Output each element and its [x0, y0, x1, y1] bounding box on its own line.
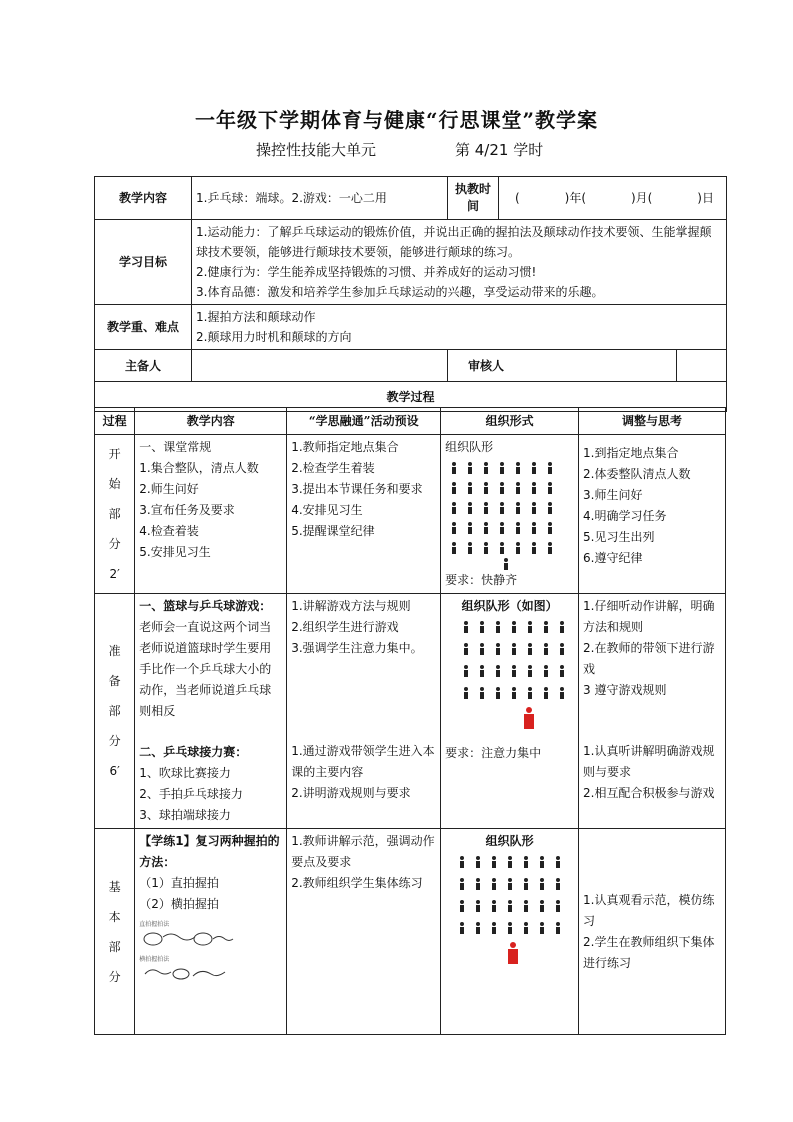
prep-activity: [287, 594, 441, 829]
content-heading: 二、乒乓球接力赛：: [139, 745, 248, 759]
org-title: 组织队形: [445, 440, 494, 454]
label-char: 分: [108, 969, 121, 984]
activity-line: 3.强调学生注意力集中。: [291, 641, 423, 655]
content-line: 一、课堂常规: [139, 440, 212, 454]
content-paragraph: 老师会一直说这两个词当老师说道篮球时学生要用手比作一个乒乓球大小的动作，当老师说道乒乓球则相反: [139, 620, 272, 718]
student-figure: [491, 856, 497, 868]
spacer: [583, 701, 721, 741]
teacher-figure: [503, 558, 509, 570]
student-figure: [539, 878, 545, 890]
grip-label: 横拍握拍法: [139, 956, 170, 963]
label-char: 部: [108, 704, 121, 718]
content-label: 教学内容: [95, 177, 192, 220]
content-line: （1）直拍握拍: [139, 876, 219, 890]
date-day: )日: [697, 191, 714, 205]
student-figure: [479, 621, 485, 633]
student-figure: [527, 621, 533, 633]
date-year: )年(: [564, 191, 587, 205]
label-char: 部: [108, 939, 121, 954]
start-activity: [287, 435, 441, 594]
student-figure: [559, 665, 565, 677]
student-figure: [451, 522, 457, 534]
basic-content: [135, 829, 287, 1035]
student-figure: [543, 643, 549, 655]
col-adjustment: 调整与思考: [579, 408, 726, 435]
process-table: [94, 407, 726, 1035]
student-figure: [483, 502, 489, 514]
student-figure: [543, 621, 549, 633]
student-figure: [491, 900, 497, 912]
student-figure: [491, 878, 497, 890]
goals-label: 学习目标: [95, 220, 192, 305]
adjust-line: 1.认真听讲解明确游戏规则与要求: [583, 744, 715, 779]
student-figure: [463, 643, 469, 655]
col-activity: “学思融通”活动预设: [287, 408, 441, 435]
label-char: 部: [108, 507, 121, 521]
start-content: [135, 435, 287, 594]
label-char: 基: [108, 879, 121, 894]
student-formation-basic: [459, 856, 574, 934]
period-number: 第 4/21 学时: [455, 141, 544, 159]
student-figure: [467, 462, 473, 474]
student-figure: [459, 856, 465, 868]
student-figure: [527, 643, 533, 655]
start-organization: [441, 435, 579, 594]
unit-name: 操控性技能大单元: [256, 141, 377, 159]
basic-activity: [287, 829, 441, 1035]
label-char: 6′: [109, 764, 120, 778]
student-figure: [499, 462, 505, 474]
adjust-line: 4.明确学习任务: [583, 509, 667, 523]
grip-drawing-2: [139, 964, 239, 984]
reviewer-label: 审核人: [448, 350, 677, 382]
key-point: 1.握拍方法和颠球动作: [196, 310, 316, 324]
exec-time-label: 执教时间: [448, 177, 499, 220]
adjust-line: 2.相互配合积极参与游戏: [583, 786, 715, 800]
student-figure: [459, 922, 465, 934]
student-figure: [467, 502, 473, 514]
content-line: 5.安排见习生: [139, 545, 211, 559]
student-figure: [547, 522, 553, 534]
student-figure: [463, 665, 469, 677]
activity-line: 3.提出本节课任务和要求: [291, 482, 423, 496]
student-figure: [555, 922, 561, 934]
student-figure: [483, 462, 489, 474]
student-figure: [483, 522, 489, 534]
col-organization: 组织形式: [441, 408, 579, 435]
adjust-line: 2.在教师的带领下进行游戏: [583, 641, 715, 676]
grip-label: 直拍握拍法: [139, 921, 170, 928]
student-figure: [495, 643, 501, 655]
student-figure: [559, 643, 565, 655]
student-figure: [451, 482, 457, 494]
adjust-line: 3 遵守游戏规则: [583, 683, 667, 697]
col-process: 过程: [95, 408, 135, 435]
grip-drawing-1: [139, 929, 239, 949]
adjust-line: 6.遵守纪律: [583, 551, 643, 565]
org-requirement: 要求：注意力集中: [445, 746, 542, 760]
activity-line: 2.检查学生着装: [291, 461, 375, 475]
date-open: (: [515, 191, 520, 205]
student-figure: [507, 856, 513, 868]
student-figure: [523, 878, 529, 890]
adjust-line: 1.认真观看示范，模仿练习: [583, 892, 715, 928]
process-title: 教学过程: [95, 382, 727, 412]
student-figure: [515, 462, 521, 474]
label-char: 分: [108, 537, 121, 551]
content-line: （2）横拍握拍: [139, 897, 219, 911]
student-figure: [467, 542, 473, 554]
basic-adjustment: [579, 829, 726, 1035]
student-figure: [547, 462, 553, 474]
key-point: 2.颠球用力时机和颠球的方向: [196, 330, 352, 344]
adjust-line: 1.到指定地点集合: [583, 446, 679, 460]
student-figure: [523, 922, 529, 934]
student-figure: [463, 621, 469, 633]
student-figure: [463, 687, 469, 699]
student-formation-prep: [463, 621, 574, 699]
student-figure: [511, 643, 517, 655]
adjust-line: 2.体委整队清点人数: [583, 467, 691, 481]
student-figure: [531, 502, 537, 514]
student-figure: [515, 502, 521, 514]
start-adjustment: [579, 435, 726, 594]
student-figure: [499, 522, 505, 534]
label-char: 始: [108, 477, 121, 491]
label-char: 2′: [109, 567, 120, 581]
content-value: 1.乒乓球：端球。2.游戏：一心二用: [192, 177, 448, 220]
exec-date: [499, 177, 727, 220]
content-line: 4.检查着装: [139, 524, 199, 538]
student-figure: [527, 665, 533, 677]
info-table: [94, 176, 727, 412]
label-char: 开: [108, 447, 121, 461]
student-figure: [499, 542, 505, 554]
adjust-line: 2.学生在教师组织下集体进行练习: [583, 934, 715, 970]
activity-line: 1.教师讲解示范，强调动作要点及要求: [291, 834, 435, 869]
student-figure: [547, 482, 553, 494]
student-figure: [555, 900, 561, 912]
preparer-label: 主备人: [95, 350, 192, 382]
student-figure: [543, 687, 549, 699]
student-figure: [451, 542, 457, 554]
activity-line: 1.通过游戏带领学生进入本课的主要内容: [291, 744, 435, 779]
adjust-line: 3.师生问好: [583, 488, 643, 502]
org-title: 组织队形（如图）: [461, 599, 558, 613]
prep-content: [135, 594, 287, 829]
student-figure: [531, 522, 537, 534]
prep-section-label: [95, 594, 135, 829]
student-figure: [547, 542, 553, 554]
student-figure: [523, 856, 529, 868]
student-figure: [483, 542, 489, 554]
content-heading: 【学练1】复习两种握拍的方法：: [139, 834, 280, 869]
student-figure: [523, 900, 529, 912]
student-figure: [539, 900, 545, 912]
content-line: 2、手拍乒乓球接力: [139, 787, 243, 801]
student-figure: [495, 665, 501, 677]
content-line: 1.集合整队，清点人数: [139, 461, 259, 475]
spacer: [291, 659, 436, 741]
prep-organization: [441, 594, 579, 829]
content-line: 3.宣布任务及要求: [139, 503, 235, 517]
key-points-cell: [192, 305, 727, 350]
student-figure: [479, 665, 485, 677]
activity-line: 2.讲明游戏规则与要求: [291, 786, 411, 800]
student-figure: [451, 462, 457, 474]
student-figure: [495, 621, 501, 633]
content-heading: 一、篮球与乒乓球游戏：: [139, 599, 272, 613]
grip-illustration: [139, 921, 282, 991]
student-figure: [499, 502, 505, 514]
activity-line: 2.教师组织学生集体练习: [291, 876, 423, 890]
student-figure: [515, 542, 521, 554]
student-figure: [507, 878, 513, 890]
student-figure: [559, 621, 565, 633]
student-figure: [515, 522, 521, 534]
activity-line: 1.教师指定地点集合: [291, 440, 399, 454]
activity-line: 5.提醒课堂纪律: [291, 524, 375, 538]
student-figure: [511, 665, 517, 677]
student-figure: [495, 687, 501, 699]
student-figure: [531, 542, 537, 554]
student-figure: [539, 922, 545, 934]
org-requirement: 要求：快静齐: [445, 573, 518, 587]
student-figure: [515, 482, 521, 494]
student-figure: [479, 643, 485, 655]
student-figure: [531, 462, 537, 474]
student-figure: [459, 878, 465, 890]
student-figure: [467, 482, 473, 494]
prep-adjustment: [579, 594, 726, 829]
label-char: 本: [108, 909, 121, 924]
reviewer-value: [677, 350, 727, 382]
student-figure: [539, 856, 545, 868]
student-figure: [527, 687, 533, 699]
activity-line: 1.讲解游戏方法与规则: [291, 599, 411, 613]
activity-line: 4.安排见习生: [291, 503, 363, 517]
goal-item: 2.健康行为：学生能养成坚持锻炼的习惯、并养成好的运动习惯!: [196, 265, 537, 279]
student-figure: [559, 687, 565, 699]
activity-line: 2.组织学生进行游戏: [291, 620, 399, 634]
col-content: 教学内容: [135, 408, 287, 435]
student-figure: [555, 878, 561, 890]
teacher-figure-red: [523, 707, 535, 729]
student-figure: [475, 878, 481, 890]
goal-item: 1.运动能力：了解乒乓球运动的锻炼价值，并说出正确的握拍法及颠球动作技术要领、生能掌握颠球技术要领，能够进行颠球技术要领，能够进行颠球的练习。: [196, 225, 712, 259]
student-figure: [543, 665, 549, 677]
student-figure: [511, 687, 517, 699]
org-title: 组织队形: [485, 834, 534, 848]
student-figure: [499, 482, 505, 494]
student-figure: [479, 687, 485, 699]
student-figure: [531, 482, 537, 494]
label-char: 准: [108, 644, 121, 658]
spacer: [139, 722, 282, 742]
teacher-figure-red: [507, 942, 519, 964]
adjust-line: 1.仔细听动作讲解，明确方法和规则: [583, 599, 715, 634]
preparer-value: [192, 350, 448, 382]
label-char: 备: [108, 674, 121, 688]
date-month: )月(: [630, 191, 653, 205]
label-char: 分: [108, 734, 121, 748]
student-figure: [507, 922, 513, 934]
basic-organization: [441, 829, 579, 1035]
content-line: 2.师生问好: [139, 482, 199, 496]
basic-section-label: [95, 829, 135, 1035]
key-points-label: 教学重、难点: [95, 305, 192, 350]
student-formation-start: [451, 462, 574, 554]
content-line: 3、球拍端球接力: [139, 808, 231, 822]
student-figure: [475, 900, 481, 912]
content-line: 1、吹球比赛接力: [139, 766, 231, 780]
student-figure: [491, 922, 497, 934]
goals-cell: [192, 220, 727, 305]
adjust-line: 5.见习生出列: [583, 530, 655, 544]
student-figure: [547, 502, 553, 514]
student-figure: [451, 502, 457, 514]
student-figure: [555, 856, 561, 868]
goal-item: 3.体育品德：激发和培养学生参加乒乓球运动的兴趣，享受运动带来的乐趣。: [196, 285, 604, 299]
student-figure: [475, 922, 481, 934]
student-figure: [507, 900, 513, 912]
student-figure: [459, 900, 465, 912]
document-title: 一年级下学期体育与健康“行思课堂”教学案: [194, 108, 598, 132]
student-figure: [467, 522, 473, 534]
start-section-label: [95, 435, 135, 594]
student-figure: [475, 856, 481, 868]
student-figure: [483, 482, 489, 494]
student-figure: [511, 621, 517, 633]
